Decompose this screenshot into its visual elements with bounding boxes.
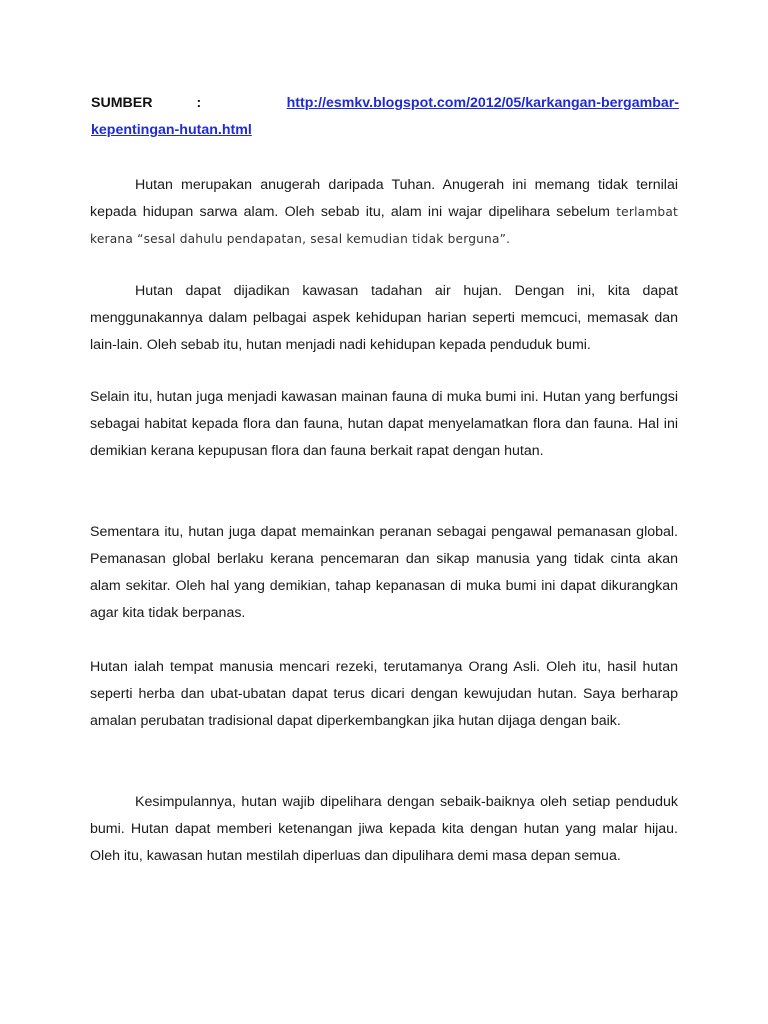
paragraph-fauna-habitat: Selain itu, hutan juga menjadi kawasan mainan fauna di muka bumi ini. Hutan yang berfungsi sebagai habitat kepada flora dan fauna, hutan dapat menyelamatkan flora dan fauna. Hal ini demikian kerana kepupusan flora dan fauna berkait rapat dengan hutan.	[90, 389, 678, 459]
source-link-continuation[interactable]: kepentingan-hutan.html	[91, 122, 252, 138]
paragraph-water-catchment: Hutan dapat dijadikan kawasan tadahan air hujan. Dengan ini, kita dapat menggunakannya dalam pelbagai aspek kehidupan harian seperti memcuci, memasak dan lain-lain. Oleh sebab itu, hutan menjadi nadi kehidupan kepada penduduk bumi.	[90, 283, 678, 353]
paragraph-intro	[90, 172, 678, 253]
source-link[interactable]: http://esmkv.blogspot.com/2012/05/karkangan-bergambar-	[286, 95, 679, 111]
paragraph-conclusion: Kesimpulannya, hutan wajib dipelihara dengan sebaik-baiknya oleh setiap penduduk bumi. Hutan dapat memberi ketenangan jiwa kepada kita dengan hutan yang malar hijau. Oleh itu, kawasan hutan mestilah diperluas dan dipulihara demi masa depan semua.	[90, 794, 678, 864]
paragraph-global-warming: Sementara itu, hutan juga dapat memainkan peranan sebagai pengawal pemanasan global. Pemanasan global berlaku kerana pencemaran dan sikap manusia yang tidak cinta akan alam sekitar. Oleh hal yang demikian, tahap kepanasan di muka bumi ini dapat dikurangkan agar kita tidak berpanas.	[90, 524, 678, 621]
source-citation	[91, 90, 679, 144]
paragraph-livelihood: Hutan ialah tempat manusia mencari rezeki, terutamanya Orang Asli. Oleh itu, hasil hutan seperti herba dan ubat-ubatan dapat terus dicari dengan kewujudan hutan. Saya berharap amalan perubatan tradisional dapat diperkembangkan jika hutan dijaga dengan baik.	[90, 659, 678, 729]
source-colon: :	[196, 95, 202, 111]
paragraph-intro-quote: terlambat kerana “sesal dahulu pendapatan, sesal kemudian tidak berguna”.	[90, 205, 678, 246]
paragraph-intro-main: Hutan merupakan anugerah daripada Tuhan. Anugerah ini memang tidak ternilai kepada hidupan sarwa alam. Oleh sebab itu, alam ini wajar dipelihara sebelum	[90, 177, 678, 220]
source-label: SUMBER	[91, 95, 153, 111]
source-row	[91, 90, 679, 117]
